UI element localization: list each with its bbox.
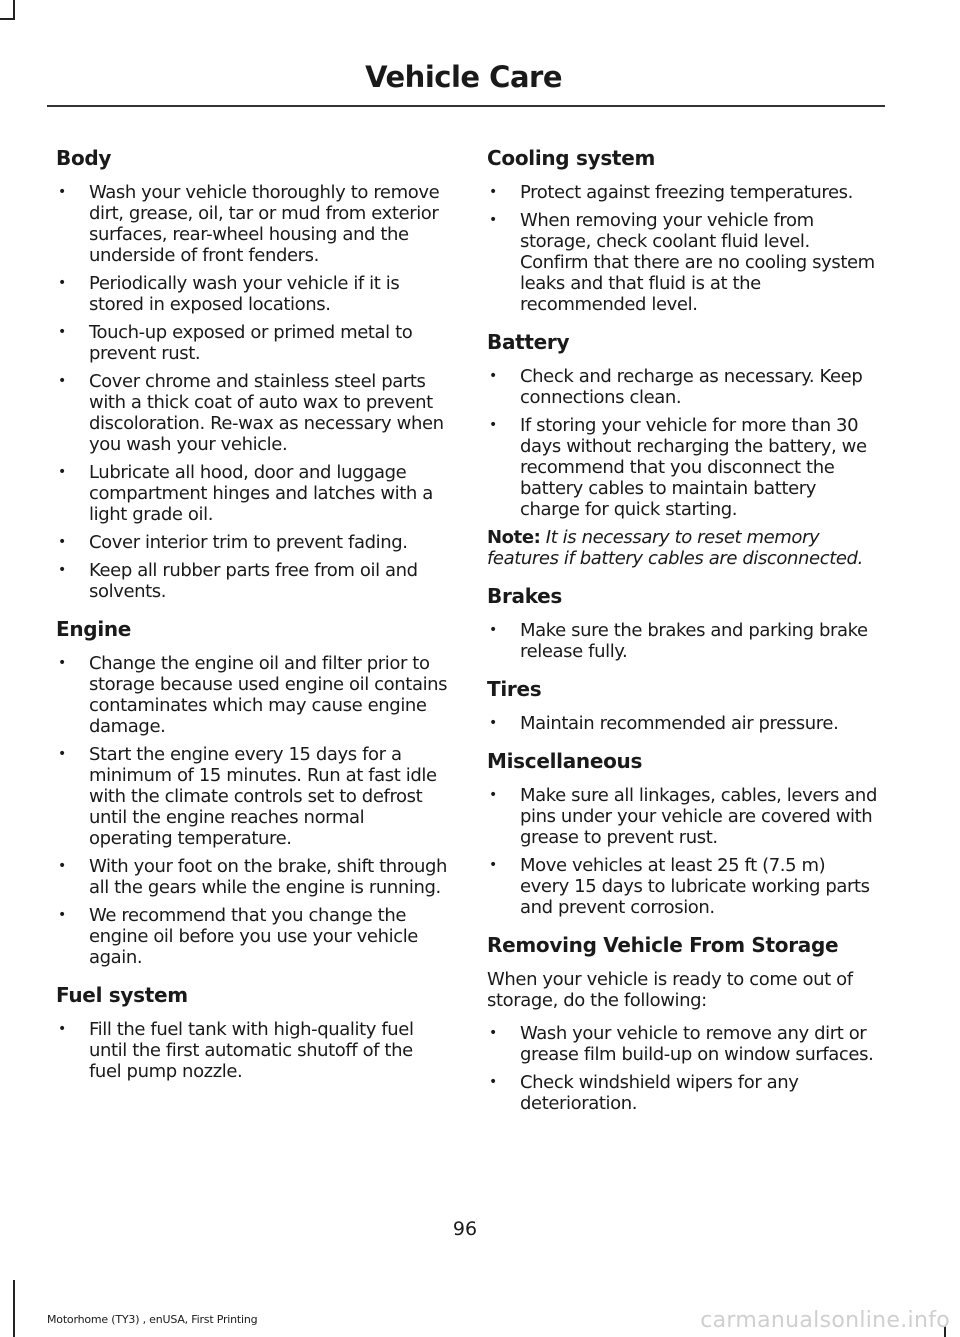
section-heading: Cooling system (487, 146, 655, 170)
bullet-list (56, 653, 448, 968)
header-divider (47, 105, 885, 107)
list-item: • Make sure the brakes and parking brake release fully. (487, 620, 879, 662)
left-column (56, 146, 448, 1097)
note-label: Note: (487, 527, 541, 548)
section-cooling-system (487, 146, 879, 315)
page-number: 96 (452, 1218, 478, 1240)
section-heading: Body (56, 146, 112, 170)
bullet-list (56, 1019, 448, 1082)
list-item: • We recommend that you change the engine oil before you use your vehicle again. (56, 905, 448, 968)
section-heading: Tires (487, 677, 542, 701)
section-body (56, 146, 448, 602)
list-item: • Start the engine every 15 days for a minimum of 15 minutes. Run at fast idle with the climate controls set to defrost until the engine reaches normal operating temperature. (56, 744, 448, 849)
section-miscellaneous (487, 749, 879, 918)
page-header-title: Vehicle Care (365, 60, 562, 94)
list-item: • Fill the fuel tank with high-quality fuel until the first automatic shutoff of the fuel pump nozzle. (56, 1019, 448, 1082)
footer-text: Motorhome (TY3) , enUSA, First Printing (47, 1313, 258, 1326)
bullet-list (487, 785, 879, 918)
section-heading: Battery (487, 330, 570, 354)
list-item: • Touch-up exposed or primed metal to prevent rust. (56, 322, 448, 364)
list-item: • Make sure all linkages, cables, levers and pins under your vehicle are covered with grease to prevent rust. (487, 785, 879, 848)
bullet-list (487, 1023, 879, 1114)
section-intro: When your vehicle is ready to come out of storage, do the following: (487, 969, 853, 1011)
list-item: • Wash your vehicle thoroughly to remove dirt, grease, oil, tar or mud from exterior surfaces, rear-wheel housing and the underside of front fenders. (56, 182, 448, 266)
section-tires (487, 677, 879, 734)
list-item: • Cover interior trim to prevent fading. (56, 532, 448, 553)
section-heading: Fuel system (56, 983, 188, 1007)
watermark: carmanualsonline.info (700, 1308, 950, 1333)
list-item: • Change the engine oil and filter prior to storage because used engine oil contains contaminates which may cause engine damage. (56, 653, 448, 737)
section-engine (56, 617, 448, 968)
section-heading: Removing Vehicle From Storage (487, 933, 839, 957)
section-heading: Brakes (487, 584, 563, 608)
crop-mark-top-left-v (13, 0, 15, 20)
list-item: • Cover chrome and stainless steel parts with a thick coat of auto wax to prevent discoloration. Re-wax as necessary when you wash your vehicle. (56, 371, 448, 455)
list-item: • Lubricate all hood, door and luggage compartment hinges and latches with a light grade oil. (56, 462, 448, 525)
list-item: • If storing your vehicle for more than 30 days without recharging the battery, we recommend that you disconnect the battery cables to maintain battery charge for quick starting. (487, 415, 879, 520)
list-item: • Check and recharge as necessary. Keep connections clean. (487, 366, 879, 408)
list-item: • Wash your vehicle to remove any dirt or grease film build-up on window surfaces. (487, 1023, 879, 1065)
section-heading: Miscellaneous (487, 749, 643, 773)
bullet-list (56, 182, 448, 602)
section-heading: Engine (56, 617, 132, 641)
list-item: • When removing your vehicle from storage, check coolant fluid level. Confirm that there are no cooling system leaks and that fluid is at the recommended level. (487, 210, 879, 315)
section-brakes (487, 584, 879, 662)
list-item: • With your foot on the brake, shift through all the gears while the engine is running. (56, 856, 448, 898)
bullet-list (487, 620, 879, 662)
section-removing-vehicle-from-storage (487, 933, 879, 1114)
battery-note (487, 527, 879, 569)
right-column (487, 146, 879, 1129)
bullet-list (487, 713, 879, 734)
list-item: • Move vehicles at least 25 ft (7.5 m) every 15 days to lubricate working parts and prevent corrosion. (487, 855, 879, 918)
list-item: • Periodically wash your vehicle if it is stored in exposed locations. (56, 273, 448, 315)
section-fuel-system (56, 983, 448, 1082)
list-item: • Check windshield wipers for any deterioration. (487, 1072, 879, 1114)
note-text: It is necessary to reset memory features if battery cables are disconnected. (487, 527, 863, 569)
bullet-list (487, 366, 879, 520)
list-item: • Protect against freezing temperatures. (487, 182, 879, 203)
section-battery (487, 330, 879, 569)
list-item: • Maintain recommended air pressure. (487, 713, 879, 734)
list-item: • Keep all rubber parts free from oil and solvents. (56, 560, 448, 602)
bullet-list (487, 182, 879, 315)
crop-mark-top-left-h (0, 18, 15, 20)
crop-mark-bottom-left-v (13, 1280, 15, 1337)
